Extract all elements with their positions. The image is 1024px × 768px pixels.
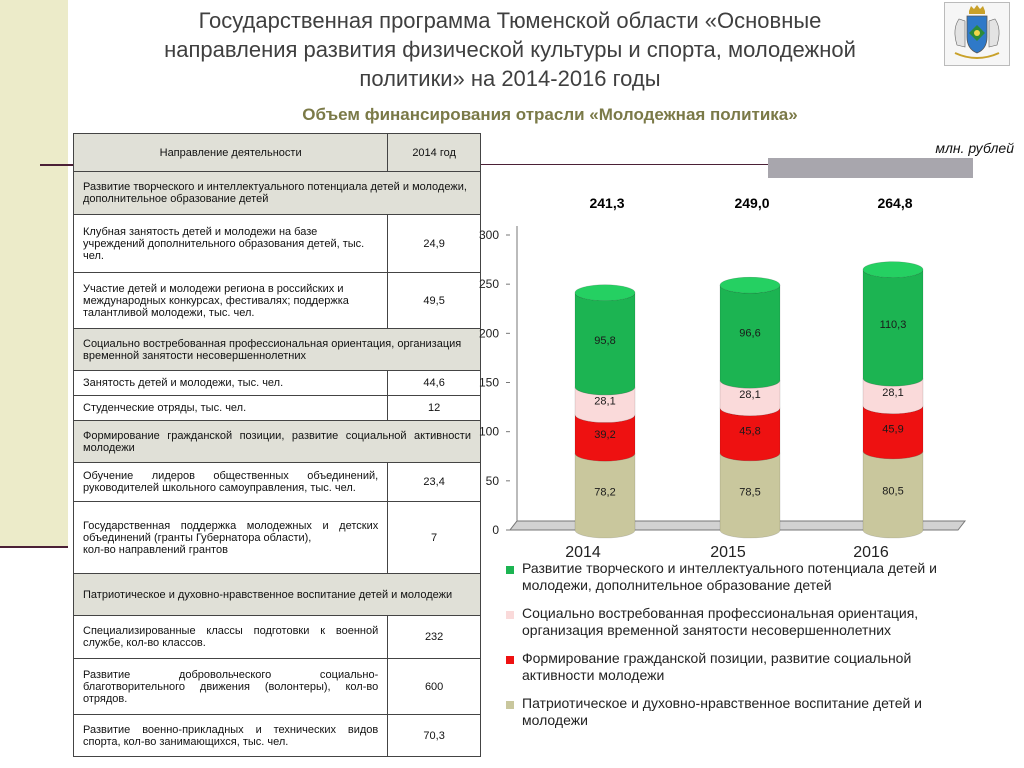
- row-value: 24,9: [388, 215, 481, 273]
- data-label: 28,1: [739, 388, 761, 401]
- y-tick-label: 100: [478, 424, 499, 439]
- legend-item: [506, 695, 976, 729]
- bar-top: [720, 277, 780, 293]
- y-tick-label: 150: [478, 375, 499, 390]
- row-label: Специализированные классы подготовки к военной службе, кол-во классов.: [74, 616, 388, 659]
- row-label: Государственная поддержка молодежных и детских объединений (гранты Губернатора области),: [83, 519, 379, 544]
- row-value: 44,6: [388, 371, 481, 396]
- y-tick-label: 0: [492, 523, 499, 537]
- title-line: Государственная программа Тюменской области «Основные: [198, 8, 822, 33]
- row-value: 7: [388, 502, 481, 574]
- column-header-direction: Направление деятельности: [74, 134, 388, 172]
- row-label: Участие детей и молодежи региона в российских и международных конкурсах, фестивалях; поддержка талантливой молодежи, тыс. чел.: [74, 273, 388, 329]
- row-value: 12: [388, 396, 481, 421]
- title-line: направления развития физической культуры и спорта, молодежной: [164, 37, 856, 62]
- data-label: 28,1: [882, 386, 904, 399]
- row-label: Занятость детей и молодежи, тыс. чел.: [74, 371, 388, 396]
- legend-item: [506, 560, 976, 594]
- total-label: 241,3: [589, 195, 625, 211]
- legend-item: [506, 605, 976, 639]
- total-label: 249,0: [734, 195, 770, 211]
- row-label: Студенческие отряды, тыс. чел.: [74, 396, 388, 421]
- legend-swatch: [506, 611, 514, 619]
- data-label: 96,6: [739, 327, 761, 340]
- data-label: 45,8: [739, 425, 761, 438]
- data-label: 78,5: [739, 486, 761, 499]
- section-label: Формирование гражданской позиции, развитие социальной активности молодежи: [74, 421, 481, 463]
- y-tick-label: 250: [478, 277, 499, 292]
- legend-label: Патриотическое и духовно-нравственное воспитание детей и молодежи: [522, 695, 923, 728]
- y-tick-label: 200: [478, 326, 499, 341]
- y-tick-label: 50: [485, 473, 499, 488]
- x-tick-label: 2015: [710, 544, 746, 561]
- legend-swatch: [506, 566, 514, 574]
- data-label: 39,2: [594, 428, 616, 441]
- legend-label: Формирование гражданской позиции, развитие социальной активности молодежи: [522, 650, 912, 683]
- row-label: Клубная занятость детей и молодежи на базе учреждений дополнительного образования детей, тыс. чел.: [74, 215, 388, 273]
- data-label: 110,3: [879, 318, 907, 331]
- legend-label: Социально востребованная профессиональная ориентация, организация временной занятости несовершеннолетних: [522, 605, 919, 638]
- data-label: 78,2: [594, 486, 616, 499]
- y-tick-label: 300: [478, 228, 499, 242]
- x-tick-label: 2014: [565, 544, 601, 561]
- chart-legend: [506, 560, 976, 740]
- row-label-suffix: кол-во направлений грантов: [83, 543, 228, 556]
- row-value: 600: [388, 659, 481, 715]
- data-label: 45,9: [882, 423, 904, 436]
- row-value: 232: [388, 616, 481, 659]
- legend-swatch: [506, 701, 514, 709]
- data-label: 80,5: [882, 485, 904, 498]
- bar-top: [863, 262, 923, 278]
- chart-subtitle: Объем финансирования отрасли «Молодежная политика»: [302, 105, 798, 124]
- section-label: Социально востребованная профессиональная ориентация, организация временной занятости несовершеннолетних: [74, 329, 481, 371]
- row-value: 49,5: [388, 273, 481, 329]
- row-label: Обучение лидеров общественных объединений, руководителей школьного самоуправления, тыс. чел.: [74, 463, 388, 502]
- data-label: 95,8: [594, 334, 616, 347]
- legend-item: [506, 650, 976, 684]
- section-label: Патриотическое и духовно-нравственное воспитание детей и молодежи: [74, 574, 481, 616]
- section-label: Развитие творческого и интеллектуального потенциала детей и молодежи, дополнительное образование детей: [74, 172, 481, 215]
- x-tick-label: 2016: [853, 544, 889, 561]
- row-value: 23,4: [388, 463, 481, 502]
- axis-line: [510, 226, 517, 530]
- legend-label: Развитие творческого и интеллектуального потенциала детей и молодежи, дополнительное образование детей: [522, 560, 937, 593]
- title-line: политики» на 2014-2016 годы: [359, 66, 661, 91]
- row-label: Развитие военно-прикладных и технических видов спорта, кол-во занимающихся, тыс. чел.: [74, 715, 388, 757]
- total-label: 264,8: [877, 195, 913, 211]
- data-label: 28,1: [594, 395, 616, 408]
- row-label: Развитие добровольческого социально-благотворительного движения (волонтеры), кол-во отрядов.: [74, 659, 388, 715]
- units-label: млн. рублей: [935, 140, 1014, 156]
- legend-swatch: [506, 656, 514, 664]
- column-header-year: 2014 год: [388, 134, 481, 172]
- row-value: 70,3: [388, 715, 481, 757]
- bar-top: [575, 285, 635, 301]
